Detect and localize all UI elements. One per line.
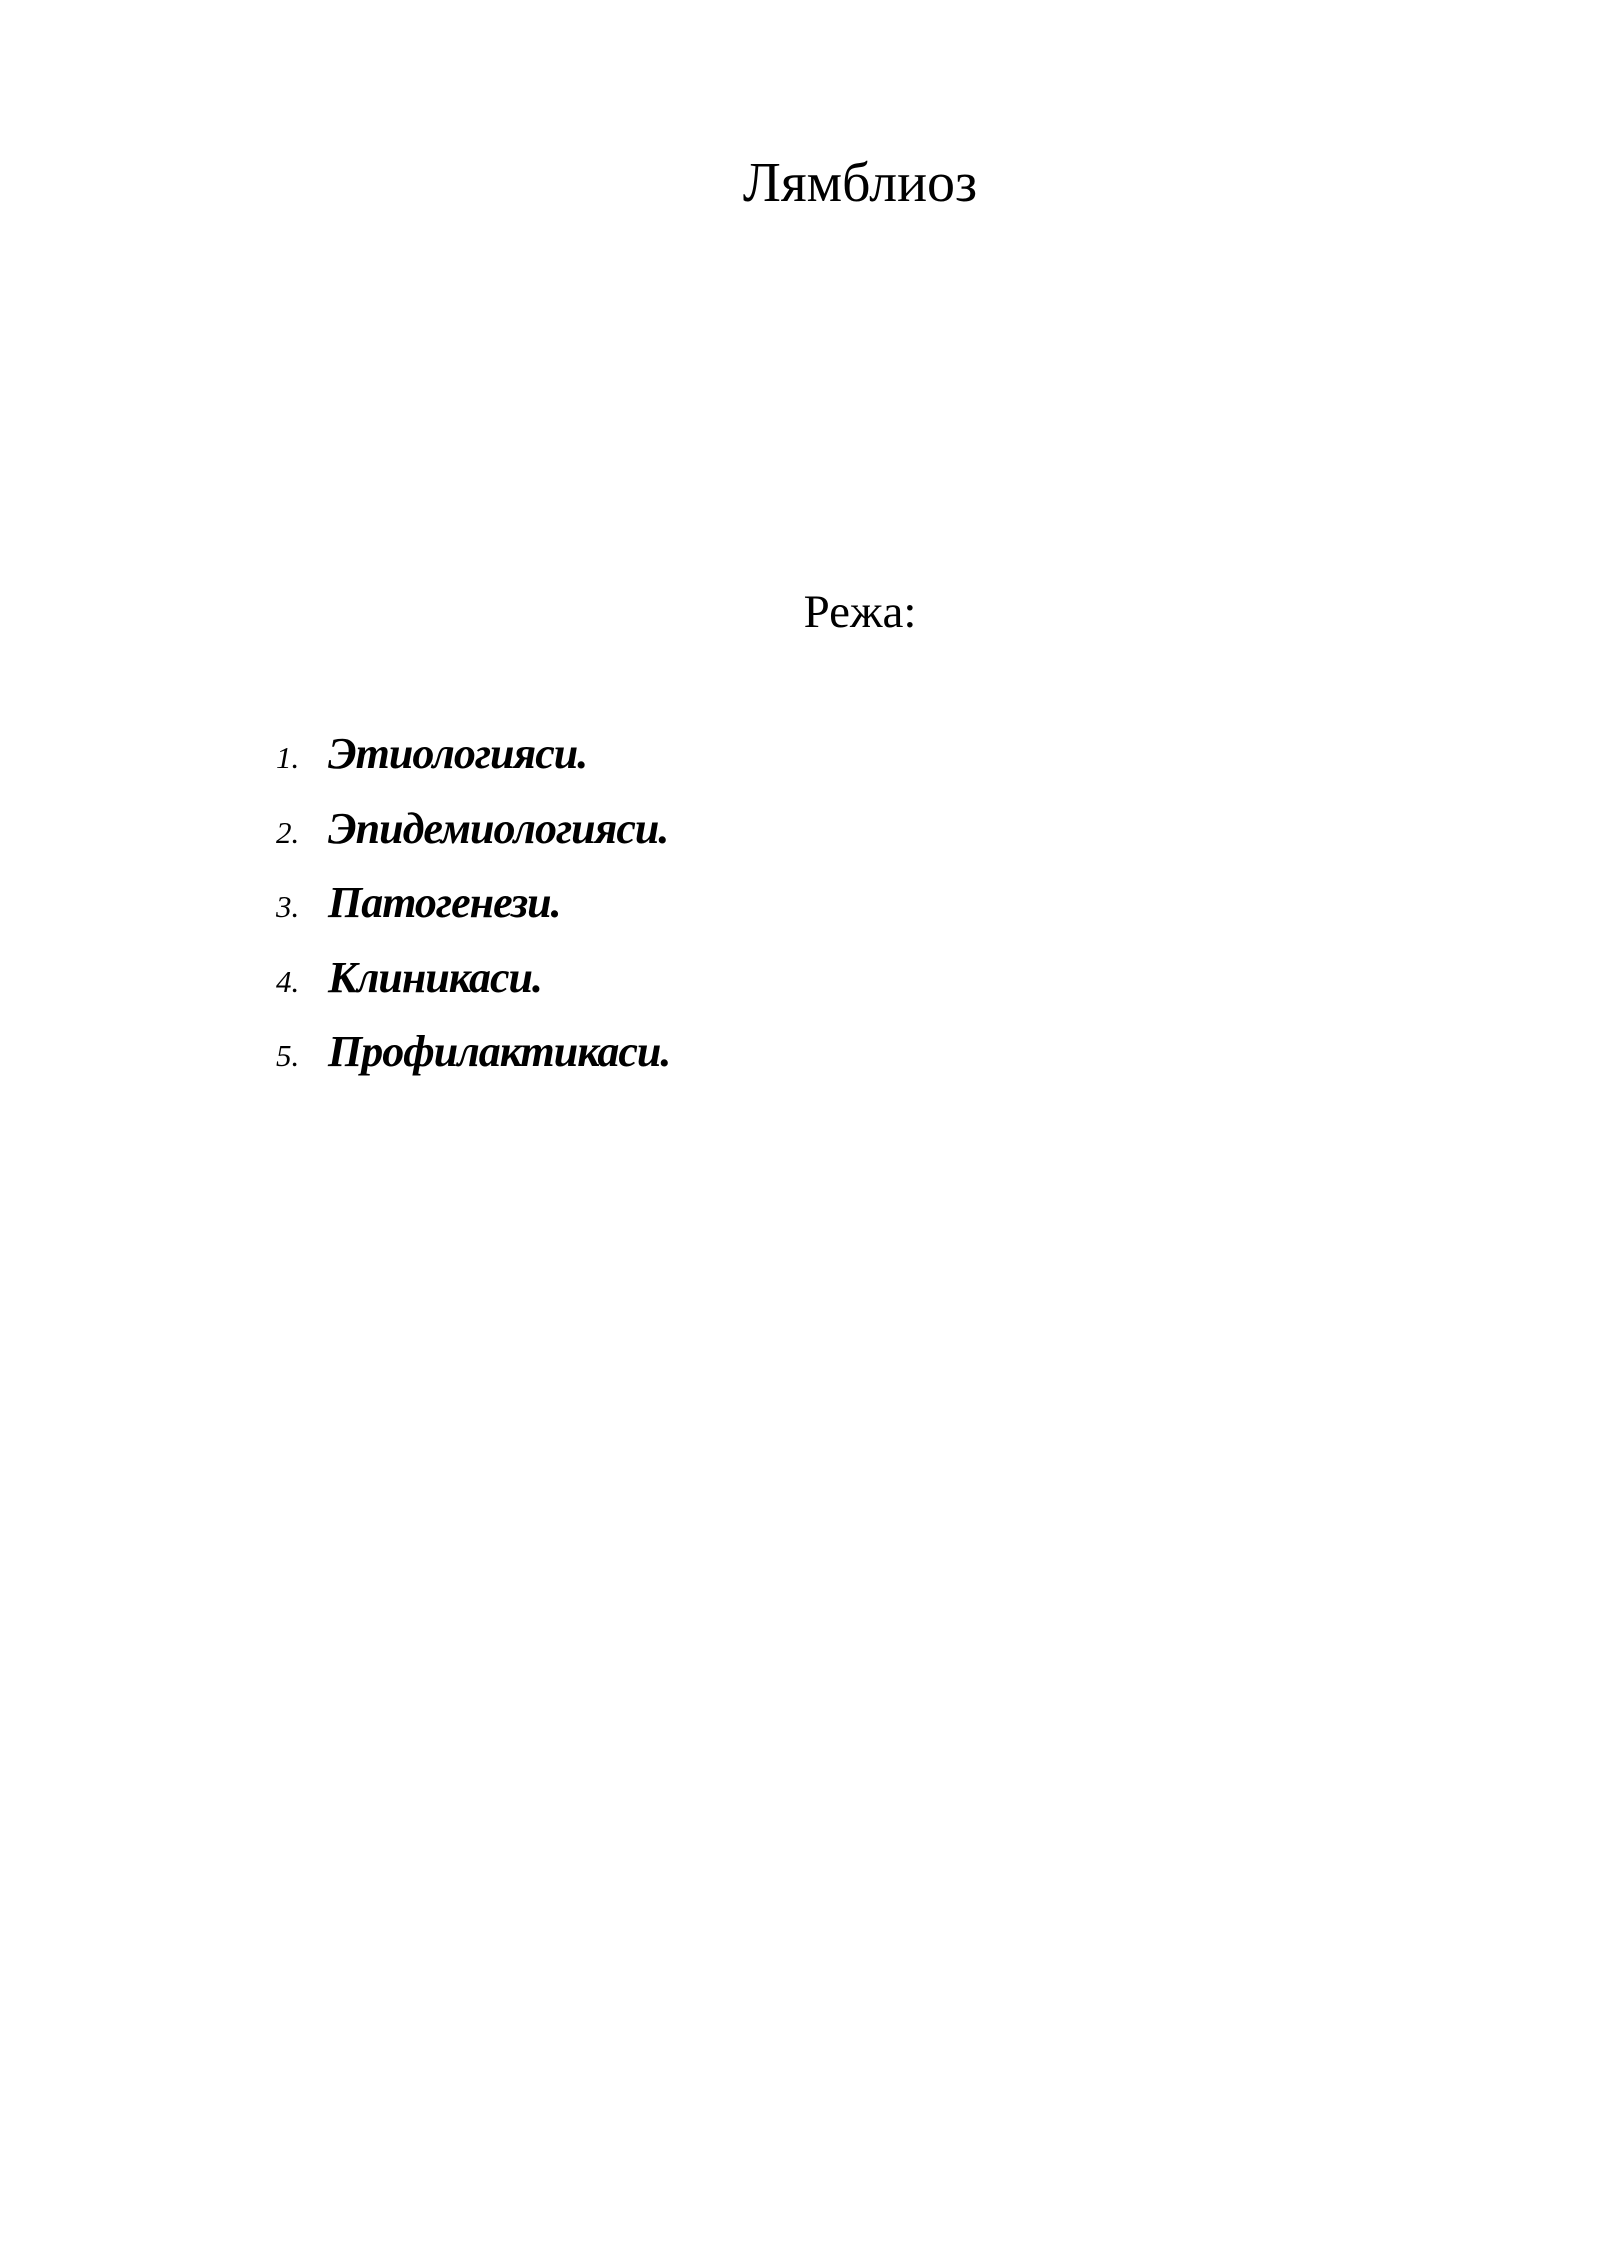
plan-label: Режа:	[803, 586, 917, 638]
outline-item-number: 4.	[276, 963, 300, 999]
outline-item-2	[276, 803, 670, 878]
outline-item-text: Патогенези.	[328, 878, 561, 927]
outline-item-text: Клиникаси.	[328, 952, 542, 1002]
outline-list	[276, 728, 670, 1101]
outline-item-3	[276, 877, 670, 952]
outline-item-number: 2.	[276, 814, 300, 850]
outline-item-1	[276, 728, 670, 803]
outline-item-text: Профилактикаси.	[328, 1027, 671, 1076]
outline-item-text: Эпидемиологияси.	[328, 803, 669, 853]
outline-item-number: 1.	[276, 740, 300, 775]
outline-item-text: Этиологияси.	[328, 729, 588, 778]
outline-item-5	[276, 1026, 670, 1101]
outline-item-number: 3.	[276, 889, 300, 924]
document-title: Лямблиоз	[742, 152, 978, 214]
outline-item-4	[276, 952, 670, 1027]
outline-item-number: 5.	[276, 1038, 300, 1073]
